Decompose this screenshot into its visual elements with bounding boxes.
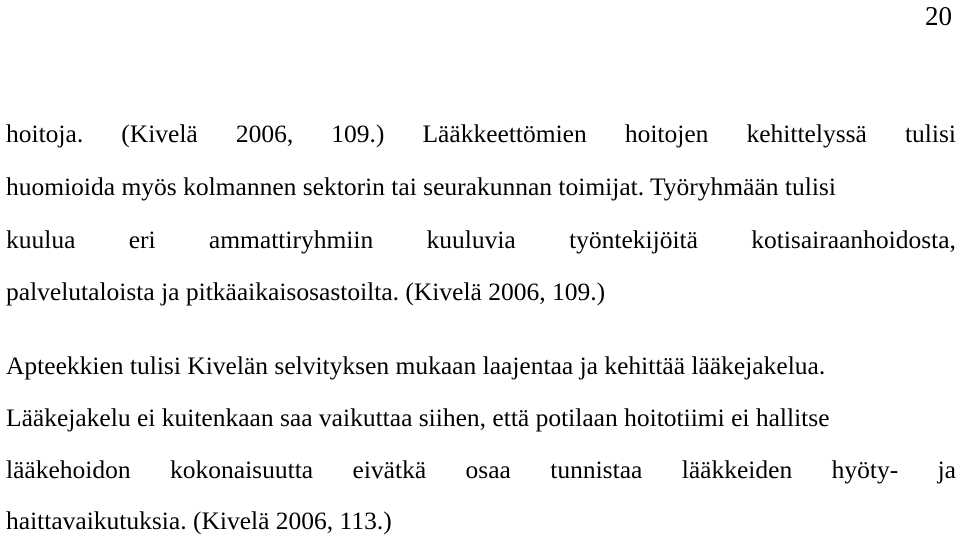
paragraph-2-line-4: haittavaikutuksia. (Kivelä 2006, 113.) bbox=[6, 506, 392, 535]
paragraph-1-line-1 bbox=[6, 119, 956, 149]
word: (Kivelä bbox=[121, 119, 198, 148]
word: kotisairaanhoidosta, bbox=[751, 225, 956, 254]
paragraph-1-line-4: palvelutaloista ja pitkäaikaisosastoilta. (Kivelä 2006, 109.) bbox=[6, 277, 606, 306]
word: hoitojen bbox=[624, 119, 709, 148]
word: työntekijöitä bbox=[569, 225, 698, 254]
word: ja bbox=[937, 455, 956, 484]
word: tunnistaa bbox=[550, 455, 643, 484]
paragraph-1-line-2: huomioida myös kolmannen sektorin tai seurakunnan toimijat. Työryhmään tulisi bbox=[6, 172, 836, 201]
word: tulisi bbox=[904, 119, 956, 148]
word: 109.) bbox=[331, 119, 385, 148]
word: eivätkä bbox=[352, 455, 427, 484]
paragraph-2-line-1: Apteekkien tulisi Kivelän selvityksen mukaan laajentaa ja kehittää lääkejakelua. bbox=[6, 351, 826, 380]
word: osaa bbox=[465, 455, 511, 484]
word: kuuluvia bbox=[426, 225, 516, 254]
paragraph-2-line-3 bbox=[6, 455, 956, 485]
word: ammattiryhmiin bbox=[208, 225, 374, 254]
paragraph-2-line-2: Lääkejakelu ei kuitenkaan saa vaikuttaa siihen, että potilaan hoitotiimi ei hallitse bbox=[6, 403, 830, 432]
page-number: 20 bbox=[925, 1, 952, 31]
word: hoitoja. bbox=[6, 119, 84, 148]
paragraph-1-line-3 bbox=[6, 225, 956, 255]
word: lääkehoidon bbox=[6, 455, 131, 484]
word: kokonaisuutta bbox=[170, 455, 314, 484]
word: kuulua bbox=[6, 225, 76, 254]
word: 2006, bbox=[235, 119, 294, 148]
word: kehittelyssä bbox=[746, 119, 867, 148]
word: Lääkkeettömien bbox=[422, 119, 587, 148]
word: lääkkeiden bbox=[681, 455, 793, 484]
word: eri bbox=[128, 225, 156, 254]
word: hyöty- bbox=[831, 455, 899, 484]
